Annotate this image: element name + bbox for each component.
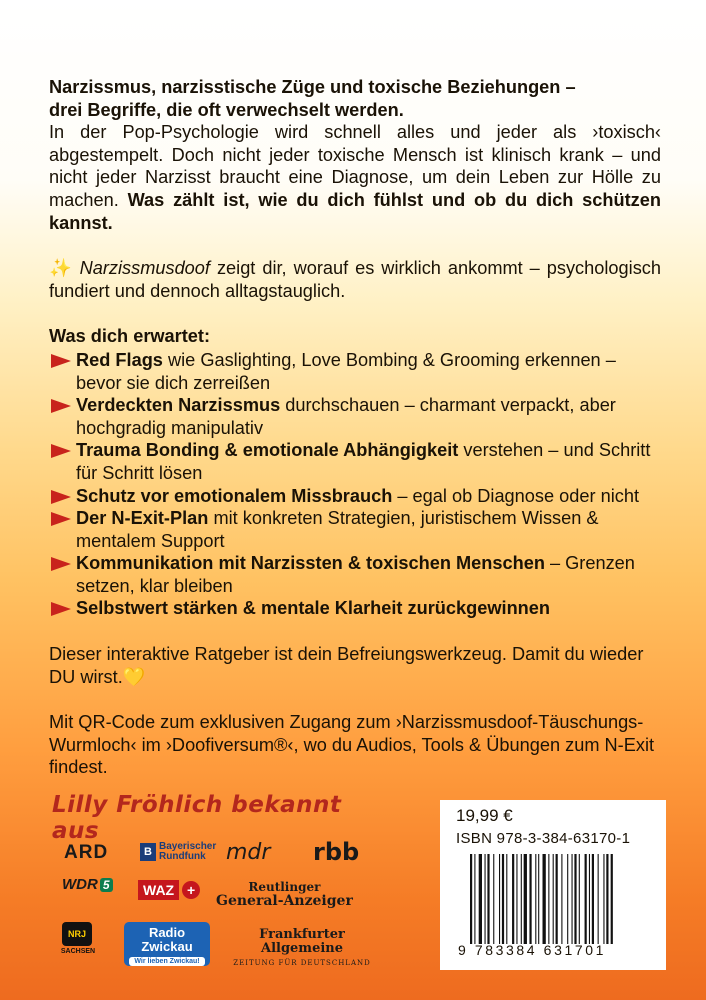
faz-logo-sub: ZEITUNG FÜR DEUTSCHLAND (233, 959, 371, 967)
expect-item (49, 485, 661, 508)
intro-heading-line1: Narzissmus, narzisstische Züge und toxische Beziehungen – (49, 77, 576, 97)
closing-sentence: Dieser interaktive Ratgeber ist dein Befreiungswerkzeug. Damit du wieder DU wirst. (49, 644, 644, 687)
nrj-logo-text: NRJ (62, 922, 92, 946)
rbb-logo: rbb (313, 838, 360, 866)
intro-body (49, 121, 661, 234)
red-flag-icon (51, 601, 71, 617)
expect-item-text: – Grenzen setzen, klar bleiben (76, 553, 635, 596)
closing-text (49, 643, 661, 688)
waz-logo (138, 880, 200, 900)
wdr-logo-text: WDR (62, 876, 98, 893)
mdr-logo: mdr (226, 840, 271, 865)
intro-body-bold: Was zählt ist, wie du dich fühlst und ob du dich schützen kannst. (49, 189, 661, 233)
expect-list (49, 349, 661, 620)
expect-title: Was dich erwartet: (49, 326, 211, 347)
known-from-section (48, 792, 388, 972)
expect-item (49, 394, 661, 439)
tagline-text: zeigt dir, worauf es wirklich ankommt – psychologisch fundiert und dennoch alltagstauglich. (49, 258, 661, 301)
expect-item-bold: Der N-Exit-Plan (76, 508, 209, 529)
heart-icon: 💛 (122, 666, 146, 687)
isbn-box (440, 800, 666, 970)
red-flag-icon (51, 398, 71, 414)
sparkle-icon: ✨ (49, 258, 74, 279)
nrj-logo-sub: SACHSEN (60, 948, 96, 955)
expect-item-bold: Trauma Bonding & emotionale Abhängigkeit (76, 440, 459, 461)
reutlinger-logo (216, 880, 353, 908)
reutlinger-logo-line2: General-Anzeiger (216, 893, 353, 909)
expect-item-text: durchschauen – charmant verpackt, aber hochgradig manipulativ (76, 395, 616, 438)
br-mark-icon: B (140, 843, 156, 861)
faz-logo (216, 928, 388, 970)
radio-zwickau-line2: Zwickau (141, 939, 193, 954)
isbn: ISBN 978-3-384-63170-1 (456, 830, 631, 847)
expect-item (49, 552, 661, 597)
red-flag-icon (51, 556, 71, 572)
radio-zwickau-sub: Wir lieben Zwickau! (129, 957, 205, 966)
blurb-text (49, 76, 661, 779)
expect-item (49, 597, 661, 620)
br-logo-line2: Rundfunk (159, 851, 206, 862)
radio-zwickau-line1: Radio (148, 925, 186, 940)
red-flag-icon (51, 353, 71, 369)
expect-item-text: wie Gaslighting, Love Bombing & Grooming erkennen – bevor sie dich zerreißen (76, 349, 616, 393)
expect-item-bold: Selbstwert stärken & mentale Klarheit zurückgewinnen (76, 598, 551, 619)
expect-item-text: verstehen – und Schritt für Schritt lösen (76, 440, 651, 483)
wdr-logo (62, 876, 113, 893)
expect-item-bold: Verdeckten Narzissmus (76, 395, 281, 416)
reutlinger-logo-line1: Reutlinger (248, 880, 321, 894)
expect-item-bold: Red Flags (76, 349, 163, 370)
nrj-logo (56, 922, 100, 962)
intro-heading-line2: drei Begriffe, die oft verwechselt werden. (49, 99, 404, 120)
expect-item (49, 507, 661, 552)
red-flag-icon (51, 511, 71, 527)
barcode (470, 854, 654, 944)
ard-logo: ARD (64, 842, 109, 863)
tagline-brand: Narzissmusdoof (79, 258, 210, 279)
expect-item-bold: Schutz vor emotionalem Missbrauch (76, 485, 393, 506)
br-logo-line1: Bayerischer (159, 841, 217, 852)
expect-item (49, 439, 661, 484)
waz-logo-text: WAZ (138, 880, 179, 900)
wdr-logo-number: 5 (100, 878, 113, 892)
faz-logo-text: Frankfurter Allgemeine (259, 927, 345, 956)
expect-item (49, 349, 661, 394)
expect-item-text: mit konkreten Strategien, juristischem Wissen & mentalem Support (76, 508, 599, 551)
known-from-title: Lilly Fröhlich bekannt aus (52, 792, 342, 844)
red-flag-icon (51, 443, 71, 459)
price: 19,99 € (456, 806, 513, 825)
qr-text: Mit QR-Code zum exklusiven Zugang zum ›Narzissmusdoof-Täuschungs-Wurmloch‹ im ›Doofiversum®‹, wo du Audios, Tools & Übungen zum N-Exit findest. (49, 712, 655, 778)
red-flag-icon (51, 489, 71, 505)
intro-body-text: In der Pop-Psychologie wird schnell alles und jeder als ›toxisch‹ abgestempelt. Doch nicht jeder toxische Mensch ist klinisch krank – und nicht jeder Narzisst braucht eine Diagnose, um dein Leben zur Hölle zu machen. (49, 122, 661, 210)
intro-heading (49, 76, 661, 121)
barcode-digits: 9 783384 631701 (458, 942, 606, 958)
radio-zwickau-logo (124, 922, 210, 966)
expect-item-text: – egal ob Diagnose oder nicht (392, 485, 640, 506)
br-logo (140, 842, 216, 862)
plus-icon: + (182, 881, 200, 899)
expect-item-bold: Kommunikation mit Narzissten & toxischen Menschen (76, 553, 545, 574)
tagline (49, 257, 661, 302)
